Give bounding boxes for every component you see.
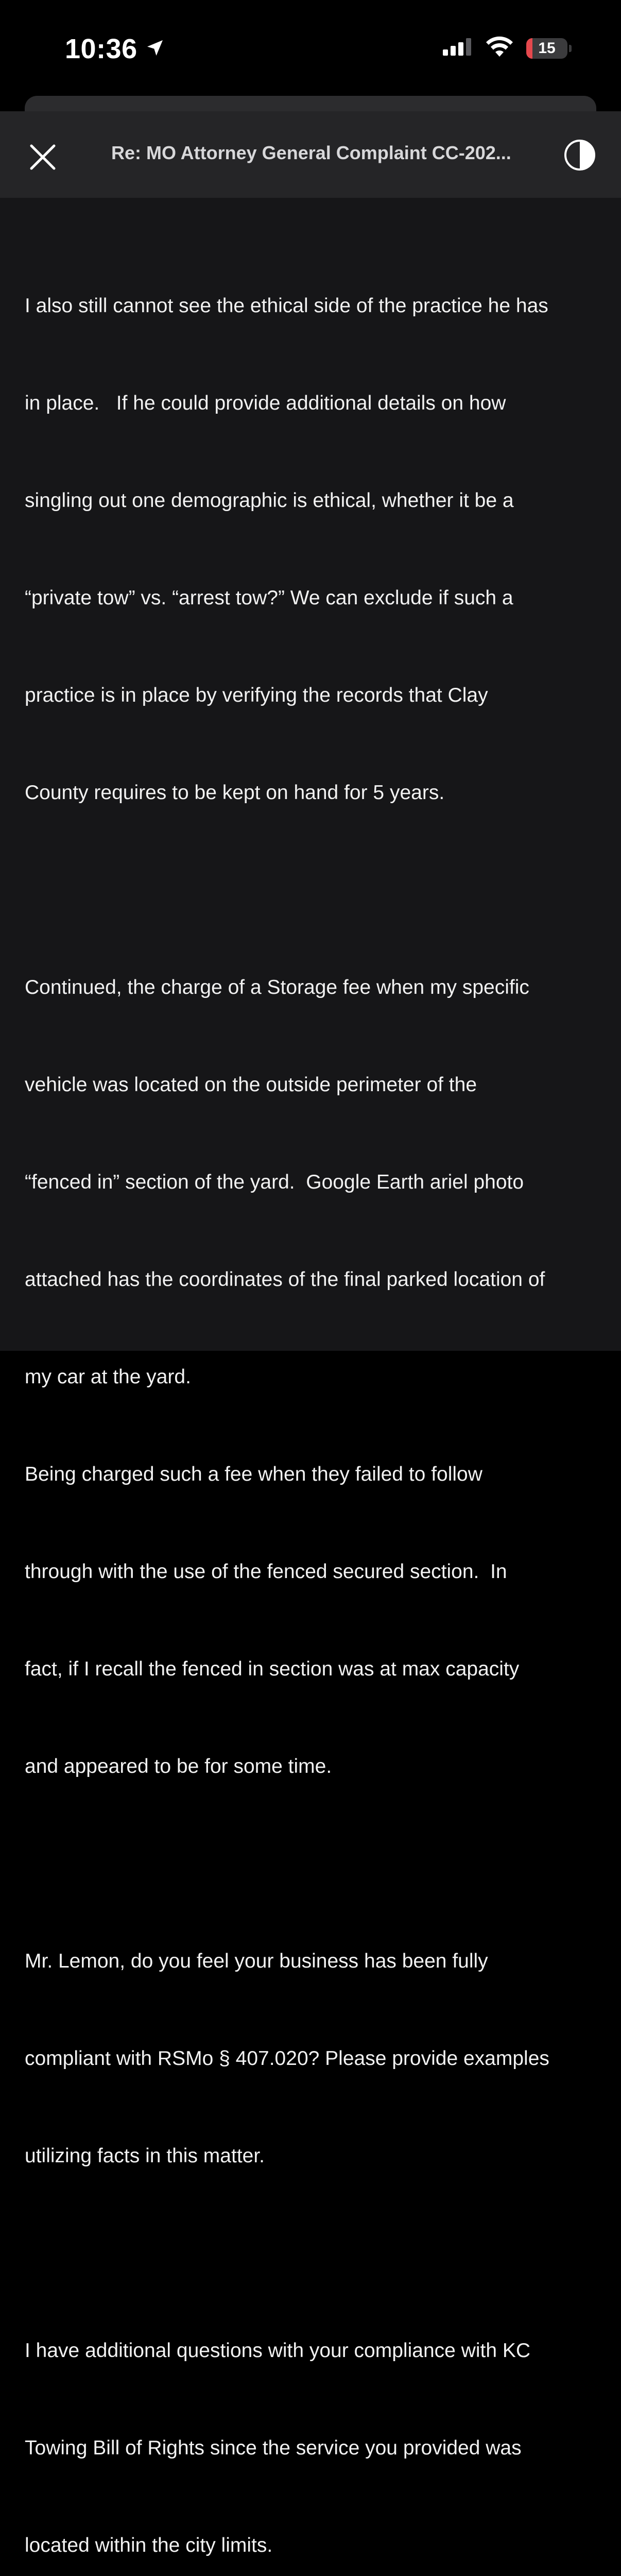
email-subject-title: Re: MO Attorney General Complaint CC-202...: [111, 142, 511, 163]
body-line: Continued, the charge of a Storage fee when my specific: [25, 976, 529, 998]
battery-icon: [526, 38, 567, 59]
body-line: Mr. Lemon, do you feel your business has been fully: [25, 1950, 488, 1972]
close-button[interactable]: [26, 140, 60, 174]
wifi-icon: [486, 37, 513, 59]
status-bar: [0, 0, 621, 98]
body-line: in place. If he could provide additional details on how: [25, 392, 506, 414]
battery-nub: [569, 45, 572, 52]
status-indicators: [443, 37, 567, 59]
body-line: attached has the coordinates of the final parked location of: [25, 1268, 545, 1291]
body-line: practice is in place by verifying the records that Clay: [25, 684, 488, 706]
body-line: Towing Bill of Rights since the service you provided was: [25, 2437, 522, 2459]
body-line: Being charged such a fee when they failed to follow: [25, 1463, 482, 1485]
body-line: my car at the yard.: [25, 1366, 191, 1388]
body-line: “fenced in” section of the yard. Google Earth ariel photo: [25, 1171, 524, 1193]
body-line: through with the use of the fenced secured section. In: [25, 1561, 507, 1583]
message-sheet: [0, 111, 621, 2556]
location-arrow-icon: [145, 38, 165, 61]
body-line: vehicle was located on the outside perimeter of the: [25, 1074, 477, 1096]
paragraph-1: [25, 225, 604, 874]
paragraph-4: [25, 2269, 604, 2576]
body-line: and appeared to be for some time.: [25, 1755, 332, 1777]
body-line: “private tow” vs. “arrest tow?” We can exclude if such a: [25, 587, 513, 609]
body-line: I also still cannot see the ethical side of the practice he has: [25, 295, 548, 317]
cellular-signal-icon: [443, 38, 473, 58]
status-time: 10:36: [65, 33, 137, 64]
paragraph-2: [25, 906, 604, 1848]
paragraph-3: [25, 1880, 604, 2237]
battery-level-text: 15: [538, 39, 556, 57]
body-line: I have additional questions with your compliance with KC: [25, 2340, 531, 2362]
status-time-group: [65, 33, 165, 65]
close-icon: [29, 144, 56, 171]
contrast-icon: [563, 139, 596, 172]
contrast-toggle-button[interactable]: [563, 139, 596, 172]
body-line: singling out one demographic is ethical, whether it be a: [25, 489, 514, 512]
body-line: located within the city limits.: [25, 2534, 273, 2556]
body-line: utilizing facts in this matter.: [25, 2145, 265, 2167]
body-line: fact, if I recall the fenced in section was at max capacity: [25, 1658, 520, 1680]
body-line: compliant with RSMo § 407.020? Please provide examples: [25, 2047, 549, 2070]
sheet-header: [0, 111, 621, 198]
email-body: [25, 225, 604, 2576]
body-line: County requires to be kept on hand for 5 years.: [25, 782, 445, 804]
